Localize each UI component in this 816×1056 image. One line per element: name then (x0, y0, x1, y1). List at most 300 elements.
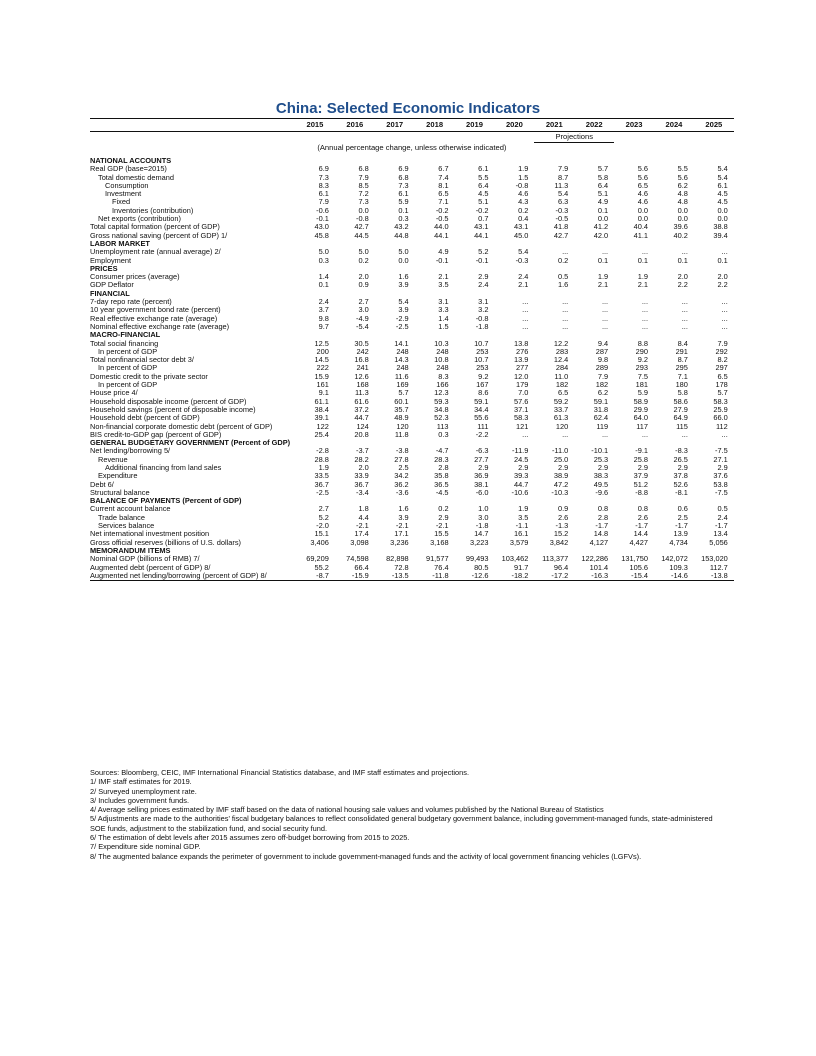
cell-value: 7.3 (318, 173, 329, 182)
cell-value: 5.4 (717, 165, 728, 174)
cell-value: -15.9 (335, 572, 375, 581)
cell-value: 55.2 (314, 563, 329, 572)
cell-value: ... (721, 298, 728, 307)
cell-value: 105.6 (629, 563, 649, 572)
cell-value: 112.7 (709, 563, 728, 572)
cell-value: 1.6 (557, 281, 569, 290)
cell-value: 7.2 (358, 190, 369, 199)
section-title: FINANCIAL (90, 289, 130, 298)
cell-value: 179 (516, 381, 529, 390)
cell-value: ... (522, 322, 529, 331)
cell-value: -1.7 (715, 522, 728, 531)
cell-value: 182 (595, 381, 609, 390)
section-header-row (90, 157, 734, 165)
cell-value: 0.6 (677, 505, 688, 514)
cell-value: -0.8 (356, 215, 369, 224)
cell-value: 287 (595, 347, 609, 356)
cell-value: 121 (516, 422, 529, 431)
cell-value: 20.8 (354, 430, 369, 439)
cell-value: 2.5 (677, 513, 688, 522)
cell-value: 2.2 (677, 281, 688, 290)
cell-value: 44.1 (434, 231, 449, 240)
row-label: Net exports (contribution) (98, 215, 181, 224)
cell-value: ... (522, 298, 529, 307)
cell-value: 41.8 (553, 223, 569, 232)
row-label: Total nonfinancial sector debt 3/ (90, 356, 194, 365)
cell-value: ... (562, 322, 569, 331)
cell-value: 59.1 (474, 397, 489, 406)
cell-value: 3.2 (478, 306, 489, 315)
footnote: 1/ IMF staff estimates for 2019. (90, 777, 192, 787)
cell-value: -2.1 (356, 522, 369, 531)
cell-value: 62.4 (593, 414, 609, 423)
cell-value: 248 (436, 364, 449, 373)
cell-value: 6.5 (637, 181, 649, 190)
cell-value: 17.4 (354, 530, 369, 539)
table-row (90, 472, 734, 480)
cell-value: 36.7 (354, 480, 369, 489)
units-note: (Annual percentage change, unless otherwise indicated) (317, 142, 507, 152)
cell-value: 2.9 (478, 463, 489, 472)
cell-value: -18.2 (494, 572, 534, 581)
cell-value: 9.2 (637, 356, 649, 365)
cell-value: 1.6 (398, 273, 409, 282)
cell-value: 0.0 (717, 215, 728, 224)
cell-value: 1.9 (597, 273, 609, 282)
cell-value: 182 (555, 381, 569, 390)
cell-value: 253 (476, 347, 489, 356)
row-label: Services balance (98, 522, 155, 531)
cell-value: -2.5 (395, 322, 409, 331)
cell-value: 2.8 (597, 513, 609, 522)
cell-value: 3,842 (549, 538, 569, 547)
cell-value: 112 (716, 422, 728, 431)
cell-value: ... (601, 248, 609, 257)
row-label: Augmented debt (percent of GDP) 8/ (90, 563, 211, 572)
cell-value: 2.9 (597, 463, 609, 472)
cell-value: 2.9 (717, 463, 728, 472)
cell-value: 9.7 (318, 322, 329, 331)
table-row (90, 414, 734, 422)
footnote: 8/ The augmented balance expands the perimeter of government to include government-managed funds and the activity of local government financing vehicles (LGFVs). (90, 851, 642, 861)
cell-value: 6.5 (557, 389, 569, 398)
cell-value: -1.7 (675, 522, 688, 531)
cell-value: 14.3 (394, 356, 409, 365)
cell-value: 7.9 (597, 372, 609, 381)
cell-value: 5.6 (637, 173, 649, 182)
cell-value: 17.1 (394, 530, 409, 539)
cell-value: ... (601, 322, 609, 331)
cell-value: 44.5 (354, 231, 369, 240)
cell-value: 39.3 (513, 472, 529, 481)
cell-value: 3,579 (509, 538, 529, 547)
table-row (90, 456, 734, 464)
cell-value: 33.5 (314, 472, 329, 481)
table-row (90, 223, 734, 231)
year-header: 2016 (335, 119, 375, 132)
cell-value: 13.9 (513, 356, 529, 365)
cell-value: -3.4 (356, 488, 369, 497)
cell-value: 3.1 (438, 298, 449, 307)
year-header: 2024 (654, 119, 694, 132)
cell-value: -2.9 (395, 314, 409, 323)
cell-value: -9.1 (635, 447, 649, 456)
cell-value: 34.2 (394, 472, 409, 481)
cell-value: 36.5 (434, 480, 449, 489)
cell-value: ... (522, 314, 529, 323)
row-label: Expenditure (98, 472, 138, 481)
cell-value: 131,750 (621, 555, 649, 564)
cell-value: 61.6 (354, 397, 369, 406)
cell-value: 16.1 (513, 530, 529, 539)
cell-value: 5.0 (318, 248, 329, 257)
cell-value: 3.0 (358, 306, 369, 315)
cell-value: -1.7 (635, 522, 649, 531)
cell-value: 44.0 (434, 223, 449, 232)
cell-value: 5.4 (518, 248, 529, 257)
cell-value: ... (681, 322, 688, 331)
cell-value: -17.2 (534, 572, 574, 581)
cell-value: 0.3 (318, 256, 329, 265)
cell-value: 222 (316, 364, 329, 373)
row-label: Nominal GDP (billions of RMB) 7/ (90, 555, 200, 564)
cell-value: -0.2 (435, 206, 449, 215)
cell-value: 0.0 (637, 215, 649, 224)
row-label: Nominal effective exchange rate (average) (90, 322, 230, 331)
cell-value: 38.8 (713, 223, 728, 232)
cell-value: 1.6 (398, 505, 409, 514)
cell-value: 8.5 (358, 181, 369, 190)
cell-value: 6.8 (398, 173, 409, 182)
cell-value: 6.9 (398, 165, 409, 174)
cell-value: 2.1 (637, 281, 649, 290)
section-header-row (90, 547, 734, 555)
cell-value: 34.8 (434, 405, 449, 414)
projections-row (90, 132, 734, 143)
table-row (90, 423, 734, 431)
cell-value: 1.4 (318, 273, 329, 282)
row-label: Debt 6/ (90, 480, 114, 489)
cell-value: 96.4 (553, 563, 569, 572)
cell-value: 113,377 (542, 555, 569, 564)
cell-value: -14.6 (654, 572, 694, 581)
cell-value: 44.1 (474, 231, 489, 240)
table-row (90, 564, 734, 572)
cell-value: 41.1 (633, 231, 649, 240)
cell-value: 27.9 (673, 405, 688, 414)
section-title: PRICES (90, 264, 118, 273)
cell-value: 13.4 (713, 530, 728, 539)
table-row (90, 530, 734, 538)
cell-value: ... (681, 430, 688, 439)
cell-value: 42.7 (553, 231, 569, 240)
cell-value: 124 (356, 422, 369, 431)
cell-value: 6.5 (717, 372, 728, 381)
cell-value: 7.1 (677, 372, 688, 381)
cell-value: 153,020 (701, 555, 728, 564)
cell-value: ... (601, 306, 609, 315)
cell-value: 14.4 (633, 530, 649, 539)
section-header-row (90, 265, 734, 273)
cell-value: ... (641, 322, 649, 331)
cell-value: 5.0 (358, 248, 369, 257)
cell-value: 12.4 (553, 356, 569, 365)
table-row (90, 481, 734, 489)
cell-value: 10.7 (474, 339, 489, 348)
cell-value: -3.6 (395, 488, 409, 497)
cell-value: 5.7 (398, 389, 409, 398)
cell-value: -2.5 (316, 488, 329, 497)
cell-value: 3.0 (478, 513, 489, 522)
cell-value: 200 (316, 347, 329, 356)
cell-value: 36.7 (314, 480, 329, 489)
indicators-table (90, 118, 734, 581)
units-row (90, 143, 734, 154)
cell-value: 58.3 (713, 397, 728, 406)
cell-value: 9.4 (597, 339, 609, 348)
table-row (90, 198, 734, 206)
cell-value: 11.0 (554, 372, 569, 381)
cell-value: 39.1 (314, 414, 329, 423)
cell-value: 0.0 (637, 206, 649, 215)
cell-value: 7.3 (398, 181, 409, 190)
cell-value: 40.2 (673, 231, 688, 240)
row-label: Gross official reserves (billions of U.S. dollars) (90, 538, 242, 547)
cell-value: 14.1 (394, 339, 409, 348)
cell-value: 2.1 (518, 281, 529, 290)
cell-value: 2.0 (677, 273, 688, 282)
cell-value: 6.1 (318, 190, 329, 199)
section-header-row (90, 331, 734, 339)
table-row (90, 315, 734, 323)
cell-value: 38.1 (474, 480, 489, 489)
row-label: Household debt (percent of GDP) (90, 414, 200, 423)
cell-value: 2.8 (438, 463, 449, 472)
table-row (90, 248, 734, 256)
row-label: 10 year government bond rate (percent) (90, 306, 221, 315)
row-label: Consumer prices (average) (90, 273, 180, 282)
row-label: Household disposable income (percent of GDP) (90, 397, 247, 406)
cell-value: -0.1 (316, 215, 329, 224)
cell-value: 38.9 (553, 472, 569, 481)
cell-value: 113 (436, 422, 449, 431)
cell-value: 167 (476, 381, 489, 390)
cell-value: 64.9 (673, 414, 688, 423)
cell-value: 4.5 (717, 198, 728, 207)
cell-value: 290 (635, 347, 649, 356)
cell-value: 5.6 (677, 173, 688, 182)
cell-value: 0.1 (597, 256, 609, 265)
cell-value: ... (721, 314, 728, 323)
cell-value: 6.1 (478, 165, 489, 174)
cell-value: 12.2 (553, 339, 569, 348)
table-row (90, 306, 734, 314)
cell-value: 1.5 (438, 322, 449, 331)
cell-value: 5.7 (597, 165, 609, 174)
cell-value: 5.5 (677, 165, 688, 174)
cell-value: -2.1 (395, 522, 409, 531)
cell-value: 2.4 (518, 273, 529, 282)
cell-value: -0.8 (475, 314, 489, 323)
cell-value: ... (562, 430, 569, 439)
cell-value: -3.7 (356, 447, 369, 456)
section-title: LABOR MARKET (90, 239, 150, 248)
year-header: 2018 (415, 119, 455, 132)
row-label: BIS credit-to-GDP gap (percent of GDP) (90, 430, 222, 439)
cell-value: 6.3 (557, 198, 569, 207)
cell-value: 6.2 (597, 389, 609, 398)
cell-value: -12.6 (455, 572, 495, 581)
cell-value: 25.4 (314, 430, 329, 439)
cell-value: 37.9 (633, 472, 649, 481)
cell-value: 8.7 (677, 356, 688, 365)
footnote: 2/ Surveyed unemployment rate. (90, 786, 197, 796)
cell-value: 0.2 (557, 256, 569, 265)
cell-value: 7.9 (557, 165, 569, 174)
cell-value: 7.0 (518, 389, 529, 398)
row-label: Current account balance (90, 505, 171, 514)
cell-value: 117 (636, 422, 649, 431)
cell-value: ... (601, 314, 609, 323)
cell-value: -0.8 (515, 181, 529, 190)
cell-value: 3,236 (390, 538, 409, 547)
section-header-row (90, 240, 734, 248)
cell-value: 2.5 (398, 463, 409, 472)
cell-value: 27.1 (713, 455, 728, 464)
cell-value: ... (681, 306, 688, 315)
cell-value: 52.6 (673, 480, 688, 489)
cell-value: 82,898 (386, 555, 409, 564)
row-label: Inventories (contribution) (112, 206, 194, 215)
cell-value: -15.4 (614, 572, 654, 581)
cell-value: 4.9 (597, 198, 609, 207)
cell-value: 109.3 (669, 563, 688, 572)
cell-value: -3.8 (395, 447, 409, 456)
cell-value: 5.4 (557, 190, 569, 199)
cell-value: 3,223 (469, 538, 489, 547)
cell-value: 0.7 (478, 215, 489, 224)
cell-value: 0.0 (398, 256, 409, 265)
cell-value: 72.8 (394, 563, 409, 572)
cell-value: 0.0 (717, 206, 728, 215)
cell-value: -8.3 (675, 447, 688, 456)
table-row (90, 572, 734, 581)
cell-value: 119 (596, 422, 609, 431)
cell-value: 10.8 (434, 356, 449, 365)
table-body (90, 157, 734, 581)
cell-value: 2.4 (717, 513, 728, 522)
cell-value: ... (601, 298, 609, 307)
cell-value: 7.9 (318, 198, 329, 207)
cell-value: 8.4 (677, 339, 688, 348)
row-label: Augmented net lending/borrowing (percent of GDP) 8/ (90, 572, 295, 581)
cell-value: 25.8 (633, 455, 649, 464)
table-row (90, 522, 734, 530)
year-header: 2017 (375, 119, 415, 132)
row-label: Unemployment rate (annual average) 2/ (90, 248, 221, 257)
cell-value: 35.7 (394, 405, 409, 414)
cell-value: 4.6 (637, 198, 649, 207)
cell-value: 0.3 (398, 215, 409, 224)
table-row (90, 215, 734, 223)
table-row (90, 281, 734, 289)
cell-value: 6.9 (318, 165, 329, 174)
cell-value: 5.9 (398, 198, 409, 207)
row-label: Household savings (percent of disposable income) (90, 405, 256, 414)
cell-value: -11.0 (551, 447, 569, 456)
cell-value: 1.9 (637, 273, 649, 282)
cell-value: 37.1 (513, 405, 529, 414)
cell-value: 2.6 (637, 513, 649, 522)
cell-value: 48.9 (394, 414, 409, 423)
cell-value: 0.5 (557, 273, 569, 282)
cell-value: -6.3 (475, 447, 489, 456)
cell-value: 9.8 (318, 314, 329, 323)
cell-value: 7.5 (637, 372, 649, 381)
cell-value: -8.7 (295, 572, 335, 581)
cell-value: 181 (635, 381, 649, 390)
cell-value: 295 (675, 364, 688, 373)
row-label: Total social financing (90, 339, 159, 348)
cell-value: 6.5 (438, 190, 449, 199)
row-label: Total capital formation (percent of GDP) (90, 223, 220, 232)
cell-value: 52.3 (434, 414, 449, 423)
cell-value: ... (641, 298, 649, 307)
cell-value: 4.6 (637, 190, 649, 199)
table-row (90, 373, 734, 381)
table-row (90, 182, 734, 190)
cell-value: -13.8 (694, 572, 734, 581)
footnotes (90, 768, 730, 861)
cell-value: ... (721, 248, 728, 257)
cell-value: 14.8 (593, 530, 609, 539)
cell-value: 1.9 (518, 505, 529, 514)
cell-value: -2.0 (316, 522, 329, 531)
cell-value: 1.9 (318, 463, 329, 472)
cell-value: ... (562, 314, 569, 323)
section-header-row (90, 497, 734, 505)
cell-value: 8.7 (557, 173, 569, 182)
cell-value: -11.9 (512, 447, 529, 456)
cell-value: -2.1 (435, 522, 449, 531)
cell-value: 5.8 (677, 389, 688, 398)
section-title: BALANCE OF PAYMENTS (Percent of GDP) (90, 497, 242, 506)
cell-value: 51.2 (633, 480, 649, 489)
cell-value: 15.5 (434, 530, 449, 539)
footnote: 7/ Expenditure side nominal GDP. (90, 842, 201, 852)
cell-value: 7.1 (438, 198, 449, 207)
cell-value: ... (681, 298, 688, 307)
footnote: 5/ Adjustments are made to the authorities' fiscal budgetary balances to reflect consolidated general budgetary government balance, including government-managed funds, state-administered SOE funds, adjustment to the stabilization fund, and social security fund. (90, 814, 713, 833)
cell-value: ... (522, 430, 529, 439)
cell-value: 41.2 (593, 223, 609, 232)
cell-value: 277 (516, 364, 529, 373)
cell-value: 69,209 (306, 555, 329, 564)
cell-value: 5.0 (398, 248, 409, 257)
cell-value: 2.0 (717, 273, 728, 282)
table-row (90, 323, 734, 331)
cell-value: 242 (356, 347, 369, 356)
cell-value: 8.6 (478, 389, 489, 398)
row-label: Revenue (98, 455, 128, 464)
row-label: Investment (105, 190, 142, 199)
cell-value: 4,127 (589, 538, 609, 547)
cell-value: 15.2 (553, 530, 569, 539)
cell-value: -10.6 (511, 488, 529, 497)
cell-value: 26.5 (673, 455, 688, 464)
section-header-row (90, 290, 734, 298)
section-title: MEMORANDUM ITEMS (90, 546, 171, 555)
